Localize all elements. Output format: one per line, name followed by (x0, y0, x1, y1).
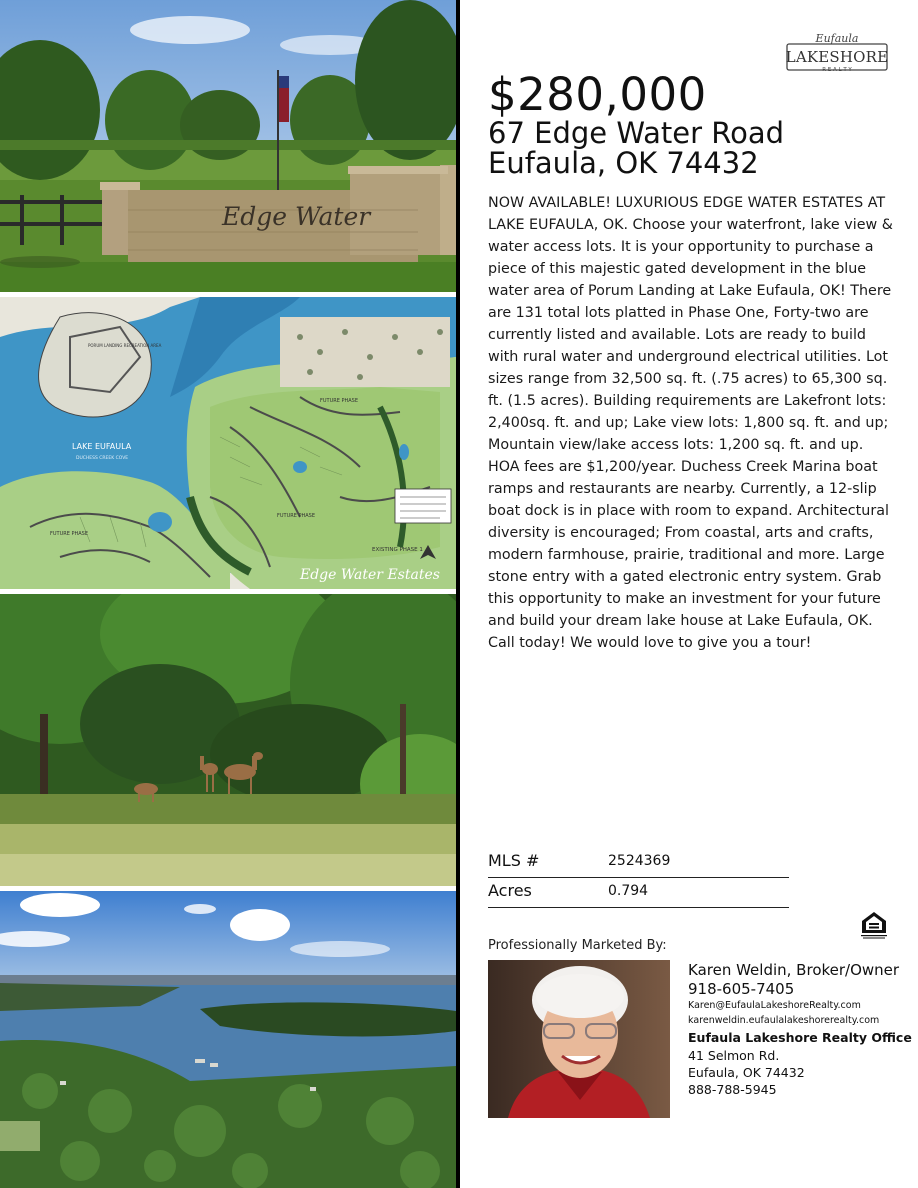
agent-headshot (488, 960, 670, 1118)
office-name: Eufaula Lakeshore Realty Office (688, 1030, 912, 1045)
fact-label: Acres (488, 881, 532, 900)
column-divider (456, 0, 460, 1188)
deer-woods-photo (0, 594, 456, 886)
map-existing-phase: EXISTING PHASE 1 (372, 547, 423, 553)
map-future-phase-2: FUTURE PHASE (277, 513, 316, 519)
office-phone[interactable]: 888-788-5945 (688, 1082, 777, 1097)
listing-price: $280,000 (488, 68, 707, 121)
map-lake-label: LAKE EUFAULA (72, 442, 132, 451)
equal-housing-opportunity-icon (860, 910, 888, 940)
address-line-1: 67 Edge Water Road (488, 116, 785, 150)
eufaula-lakeshore-realty-logo (786, 30, 888, 74)
entry-sign-text: Edge Water (222, 202, 371, 231)
photo-column (0, 0, 456, 1188)
logo-name: LAKESHORE (786, 48, 888, 66)
logo-script: Eufaula (815, 32, 859, 45)
agent-contact-block (688, 961, 912, 1098)
fact-label: MLS # (488, 851, 540, 870)
address-line-2: Eufaula, OK 74432 (488, 146, 759, 180)
listing-facts-table (488, 848, 789, 908)
plat-map-image (0, 297, 456, 589)
fact-value: 0.794 (608, 883, 649, 899)
office-city: Eufaula, OK 74432 (688, 1065, 805, 1080)
listing-description: NOW AVAILABLE! LUXURIOUS EDGE WATER ESTATES AT LAKE EUFAULA, OK. Choose your waterfront, lake view & water access lots. It is your opportunity to purchase a piece of this majestic gated development in the blue water area of Porum Landing at Lake Eufaula, OK! There are 131 total lots platted in Phase One, Forty-two are currently listed and available. Lots are ready to build with rural water and underground electrical utilities. Lot sizes range from 32,500 sq. ft. (.75 acres) to 65,300 sq. ft. (1.5 acres). Building requirements are Lakefront lots: 2,400sq. ft. and up; Lake view lots: 1,800 sq. ft. and up; Mountain view/lake access lots: 1,200 sq. ft. and up. HOA fees are $1,200/year. Duchess Creek Marina boat ramps and restaurants are nearby. Currently, a 12-slip boat dock is in place with room to expand. Architectural diversity is encouraged; From coastal, arts and crafts, modern farmhouse, prairie, traditional and more. Large stone entry with a gated electronic entry system. Grab this opportunity to make an investment for your future and build your dream lake house at Lake Eufaula, OK. Call today! We would love to give you a tour! (488, 195, 893, 651)
entrance-sign-photo (0, 0, 456, 292)
logo-sub: R E A L T Y (822, 67, 852, 73)
fact-row-mls (488, 848, 789, 878)
agent-email[interactable]: Karen@EufaulaLakeshoreRealty.com (688, 1000, 861, 1011)
map-future-phase-3: FUTURE PHASE (50, 531, 89, 537)
agent-website[interactable]: karenweldin.eufaulalakeshorerealty.com (688, 1015, 880, 1026)
map-future-phase-1: FUTURE PHASE (320, 398, 359, 404)
fact-row-acres (488, 878, 789, 908)
map-title: Edge Water Estates (300, 567, 440, 583)
agent-phone[interactable]: 918-605-7405 (688, 980, 795, 998)
fact-value: 2524369 (608, 853, 671, 869)
map-recreation-label: PORUM LANDING RECREATION AREA (88, 343, 162, 348)
map-lake-sub: DUCHESS CREEK COVE (76, 456, 129, 461)
office-street: 41 Selmon Rd. (688, 1048, 780, 1063)
aerial-lake-photo (0, 891, 456, 1188)
marketed-by-label: Professionally Marketed By: (488, 938, 667, 953)
agent-name: Karen Weldin, Broker/Owner (688, 961, 900, 979)
